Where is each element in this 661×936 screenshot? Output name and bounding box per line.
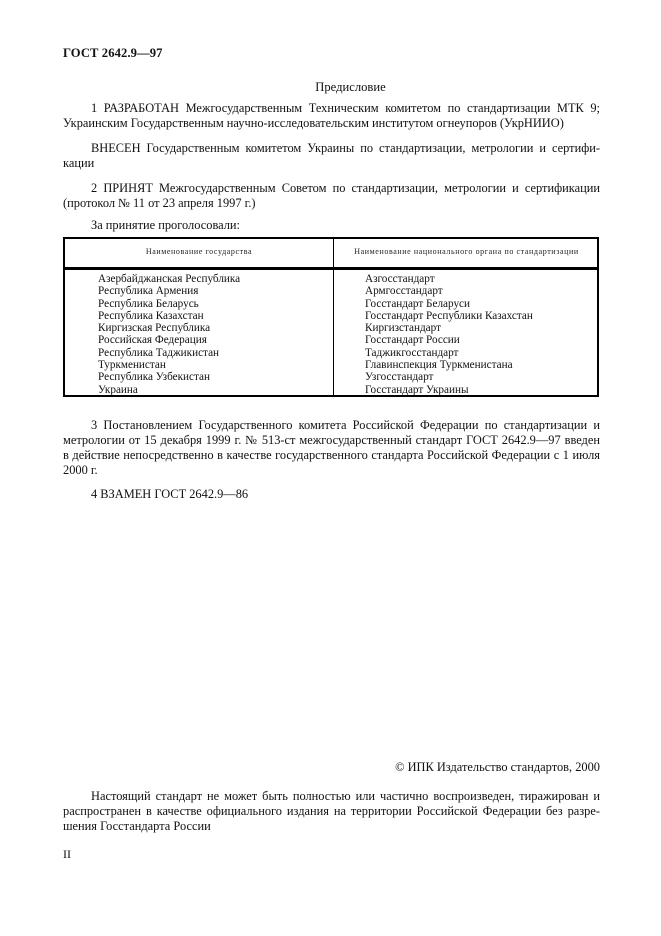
section-developed [63, 101, 600, 131]
column-divider [333, 239, 334, 395]
paragraph-line: кации [63, 156, 95, 170]
table-cell-standards-body: Таджикгосстандарт [365, 346, 459, 359]
table-cell-standards-body: Госстандарт Республики Казахстан [365, 309, 533, 322]
paragraph-line: Украинским Государственным научно-исследовательским институтом огнеупоров (УкрНИИО) [63, 116, 564, 130]
table-cell-state: Азербайджанская Республика [98, 273, 241, 285]
section-introduced [63, 141, 600, 171]
table-cell-state: Туркменистан [98, 359, 166, 372]
paragraph-line: распространен в качестве официального издания на территории Российской Федерации без разре- [63, 804, 600, 818]
table-cell-state: Республика Таджикистан [98, 346, 220, 359]
table-cell-standards-body: Госстандарт России [365, 334, 460, 347]
paragraph-line: 2 ПРИНЯТ Межгосударственным Советом по стандартизации, метрологии и сертификации [91, 181, 600, 195]
paragraph-line: 1 РАЗРАБОТАН Межгосударственным Техническим комитетом по стандартизации МТК 9; [91, 101, 600, 115]
header-rule [65, 267, 597, 270]
voted-label: За принятие проголосовали: [91, 218, 240, 232]
table-cell-state: Республика Беларусь [98, 297, 199, 310]
column-header-standards-body: Наименование национального органа по стандартизации [354, 247, 579, 256]
voting-table [63, 237, 599, 397]
table-cell-standards-body: Госстандарт Беларуси [365, 297, 470, 310]
table-cell-state: Республика Казахстан [98, 309, 204, 322]
table-cell-standards-body: Узгосстандарт [365, 371, 434, 384]
table-cell-standards-body: Госстандарт Украины [365, 383, 469, 396]
paragraph-line: Настоящий стандарт не может быть полностью или частично воспроизведен, тиражирован и [91, 789, 600, 803]
table-cell-state: Украина [98, 383, 138, 396]
page-heading: Предисловие [315, 80, 386, 94]
reproduction-notice [63, 789, 600, 834]
column-states [98, 273, 240, 396]
table-cell-standards-body: Армгосстандарт [365, 285, 443, 298]
column-header-state: Наименование государства [145, 247, 253, 256]
section-enacted [63, 418, 600, 478]
table-cell-standards-body: Киргизстандарт [365, 322, 441, 335]
table-cell-state: Республика Узбекистан [98, 371, 210, 384]
document-code: ГОСТ 2642.9—97 [63, 46, 163, 60]
replaces-line: 4 ВЗАМЕН ГОСТ 2642.9—86 [91, 487, 249, 501]
section-replaces [63, 487, 600, 502]
table-cell-state: Киргизская Республика [98, 322, 211, 335]
paragraph-line: 3 Постановлением Государственного комитета Российской Федерации по стандартизации и [91, 418, 600, 432]
paragraph-line: (протокол № 11 от 23 апреля 1997 г.) [63, 196, 256, 210]
page-number: II [63, 847, 71, 861]
table-cell-state: Российская Федерация [98, 334, 207, 347]
table-cell-standards-body: Азгосстандарт [365, 273, 435, 285]
section-adopted [63, 181, 600, 211]
table-cell-standards-body: Главинспекция Туркменистана [365, 359, 513, 372]
copyright-notice: © ИПК Издательство стандартов, 2000 [395, 760, 600, 774]
paragraph-line: ВНЕСЕН Государственным комитетом Украины по стандартизации, метрологии и сертифи- [91, 141, 600, 155]
voted-label-block [63, 218, 600, 233]
paragraph-line: шения Госстандарта России [63, 819, 211, 833]
table-cell-state: Республика Армения [98, 285, 199, 298]
paragraph-line: в действие непосредственно в качестве государственного стандарта Российской Федерации с 1 июля [63, 448, 600, 462]
column-standards-bodies [365, 273, 533, 396]
paragraph-line: метрологии от 15 декабря 1999 г. № 513-ст межгосударственный стандарт ГОСТ 2642.9—97 введен [63, 433, 600, 447]
paragraph-line: 2000 г. [63, 463, 98, 477]
